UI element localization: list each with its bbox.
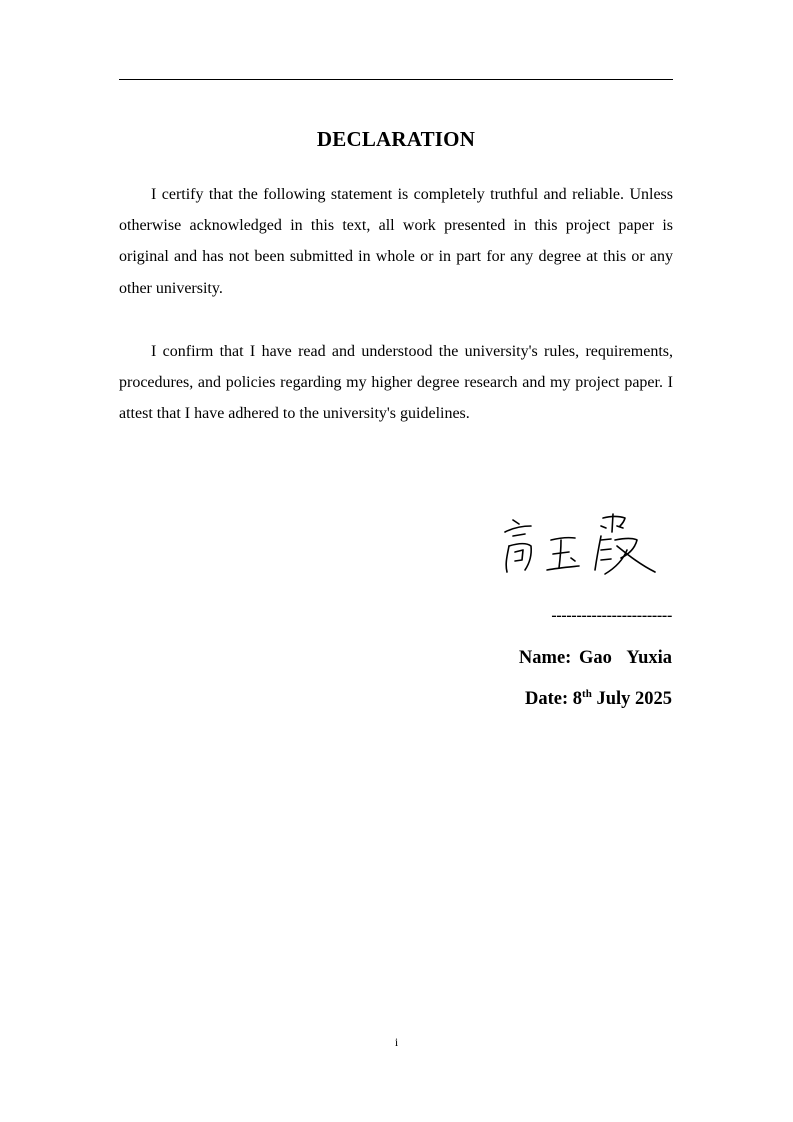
page-number: i	[394, 1035, 399, 1049]
header-rule	[119, 79, 673, 80]
name-value: Gao Yuxia	[578, 648, 672, 668]
handwritten-signature	[495, 510, 665, 582]
date-label: Date:	[525, 689, 569, 709]
page-title: DECLARATION	[316, 127, 476, 151]
signatory-name	[519, 646, 672, 670]
date-day: 8	[572, 689, 583, 709]
declaration-paragraph-2: I confirm that I have read and understood the university's rules, requirements, procedures, and policies regarding my higher degree research and my project paper. I attest that I have adhered to the university's guidelines.	[119, 343, 673, 423]
date-day-suffix: th	[582, 688, 592, 700]
declaration-paragraph-1: I certify that the following statement is completely truthful and reliable. Unless otherwise acknowledged in this text, all work presented in this project paper is original and has not been submitted in whole or in part for any degree at this or any other university.	[119, 186, 673, 297]
signature-date	[525, 687, 672, 711]
date-rest: July 2025	[596, 689, 672, 709]
name-label: Name:	[518, 648, 572, 668]
signature-line: ------------------------	[551, 607, 672, 624]
